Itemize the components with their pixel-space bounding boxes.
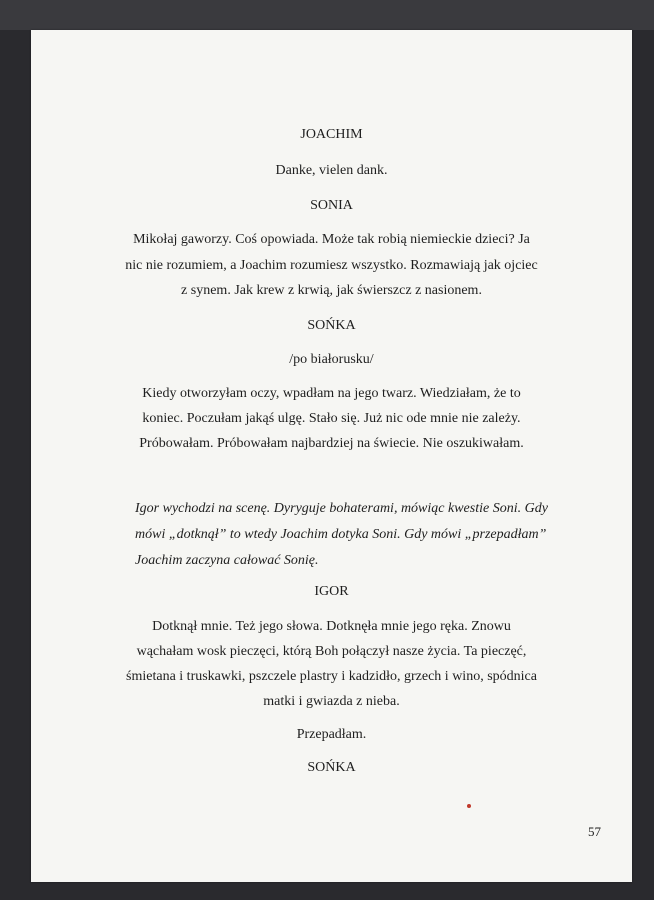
speech-line: Próbowałam. Próbowałam najbardziej na świecie. Nie oszukiwałam. bbox=[139, 436, 524, 451]
page-number: 57 bbox=[588, 824, 601, 839]
stage-direction bbox=[135, 496, 548, 574]
stage-direction-line: mówi „dotknął” to wtedy Joachim dotyka Soni. Gdy mówi „przepadłam” bbox=[135, 527, 547, 542]
speech-line: Kiedy otworzyłam oczy, wpadłam na jego twarz. Wiedziałam, że to bbox=[142, 386, 521, 401]
speaker-sonka: SOŃKA bbox=[307, 318, 356, 333]
speech-line: koniec. Poczułam jakąś ulgę. Stało się. Już nic ode mnie nie zależy. bbox=[142, 411, 521, 426]
scanner-background bbox=[0, 0, 654, 30]
stage-note: /po białorusku/ bbox=[289, 352, 374, 367]
ink-mark bbox=[467, 804, 471, 808]
speech-line: nic nie rozumiem, a Joachim rozumiesz wszystko. Rozmawiają jak ojciec bbox=[125, 258, 538, 273]
speaker-sonia: SONIA bbox=[310, 198, 353, 213]
stage-direction-line: Igor wychodzi na scenę. Dyryguje bohaterami, mówiąc kwestie Soni. Gdy bbox=[135, 501, 548, 516]
speech-line: śmietana i truskawki, pszczele plastry i kadzidło, grzech i wino, spódnica bbox=[126, 669, 537, 684]
speech-line: z synem. Jak krew z krwią, jak świerszcz z nasionem. bbox=[181, 283, 482, 298]
speech-line: Przepadłam. bbox=[296, 727, 367, 742]
speech-line: Danke, vielen dank. bbox=[275, 163, 388, 178]
stage-direction-line: Joachim zaczyna całować Sonię. bbox=[135, 553, 319, 568]
speech-line: matki i gwiazda z nieba. bbox=[263, 694, 400, 709]
speech-line: Mikołaj gaworzy. Coś opowiada. Może tak robią niemieckie dzieci? Ja bbox=[133, 232, 530, 247]
speech-line: Dotknął mnie. Też jego słowa. Dotknęła mnie jego ręka. Znowu bbox=[152, 619, 511, 634]
speaker-sonka: SOŃKA bbox=[307, 760, 356, 775]
book-page bbox=[31, 30, 632, 882]
speaker-igor: IGOR bbox=[314, 584, 349, 599]
speech-line: wąchałam wosk pieczęci, którą Boh połączył nasze życia. Ta pieczęć, bbox=[136, 644, 527, 659]
speaker-joachim: JOACHIM bbox=[300, 127, 363, 142]
